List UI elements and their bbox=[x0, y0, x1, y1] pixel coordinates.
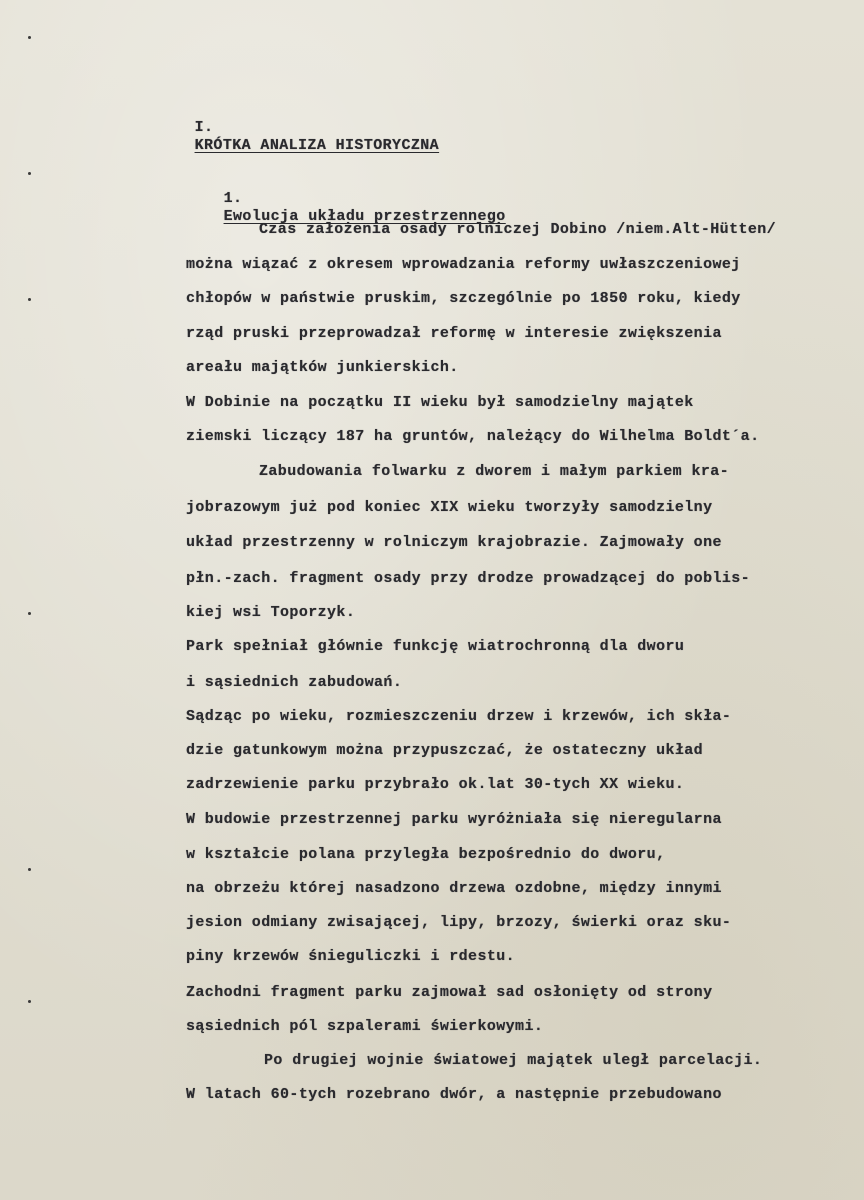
text-line: sąsiednich pól szpalerami świerkowymi. bbox=[186, 1018, 544, 1035]
text-line: Zachodni fragment parku zajmował sad osłonięty od strony bbox=[186, 984, 713, 1001]
margin-mark bbox=[28, 298, 31, 301]
text-line: Sądząc po wieku, rozmieszczeniu drzew i krzewów, ich skła- bbox=[186, 708, 732, 725]
chapter-number: I. bbox=[194, 119, 214, 136]
text-line: areału majątków junkierskich. bbox=[186, 359, 459, 376]
text-line: ziemski liczący 187 ha gruntów, należący do Wilhelma Boldt´a. bbox=[186, 428, 760, 445]
text-line: zadrzewienie parku przybrało ok.lat 30-tych XX wieku. bbox=[186, 776, 685, 793]
margin-mark bbox=[28, 172, 31, 175]
section-title: Ewolucja układu przestrzennego bbox=[223, 208, 506, 225]
text-line: można wiązać z okresem wprowadzania reformy uwłaszczeniowej bbox=[186, 256, 741, 273]
text-line: układ przestrzenny w rolniczym krajobrazie. Zajmowały one bbox=[186, 534, 722, 551]
text-line: i sąsiednich zabudowań. bbox=[186, 674, 403, 691]
margin-mark bbox=[28, 612, 31, 615]
text-line: Czas założenia osady rolniczej Dobino /niem.Alt-Hütten/ bbox=[259, 221, 777, 238]
text-line: Po drugiej wojnie światowej majątek uległ parcelacji. bbox=[264, 1052, 763, 1069]
text-line: dzie gatunkowym można przypuszczać, że ostateczny układ bbox=[186, 742, 704, 759]
margin-mark bbox=[28, 1000, 31, 1003]
margin-mark bbox=[28, 868, 31, 871]
text-line: w kształcie polana przyległa bezpośrednio do dworu, bbox=[186, 846, 666, 863]
text-line: na obrzeżu której nasadzono drzewa ozdobne, między innymi bbox=[186, 880, 722, 897]
text-line: jesion odmiany zwisającej, lipy, brzozy, świerki oraz sku- bbox=[186, 914, 732, 931]
text-line: rząd pruski przeprowadzał reformę w interesie zwiększenia bbox=[186, 325, 722, 342]
text-line: Park spełniał głównie funkcję wiatrochronną dla dworu bbox=[186, 638, 685, 655]
margin-mark bbox=[28, 36, 31, 39]
text-line: W budowie przestrzennej parku wyróżniała się nieregularna bbox=[186, 811, 722, 828]
text-line: jobrazowym już pod koniec XIX wieku tworzyły samodzielny bbox=[186, 499, 713, 516]
text-line: chłopów w państwie pruskim, szczególnie po 1850 roku, kiedy bbox=[186, 290, 741, 307]
chapter-heading bbox=[157, 101, 439, 173]
chapter-title: KRÓTKA ANALIZA HISTORYCZNA bbox=[194, 137, 440, 154]
text-line: W latach 60-tych rozebrano dwór, a następnie przebudowano bbox=[186, 1086, 722, 1103]
text-line: płn.-zach. fragment osady przy drodze prowadzącej do poblis- bbox=[186, 570, 751, 587]
text-line: W Dobinie na początku II wieku był samodzielny majątek bbox=[186, 394, 694, 411]
section-number: 1. bbox=[223, 190, 243, 207]
text-line: kiej wsi Toporzyk. bbox=[186, 604, 356, 621]
text-line: piny krzewów śnieguliczki i rdestu. bbox=[186, 948, 516, 965]
text-line: Zabudowania folwarku z dworem i małym parkiem kra- bbox=[259, 463, 730, 480]
